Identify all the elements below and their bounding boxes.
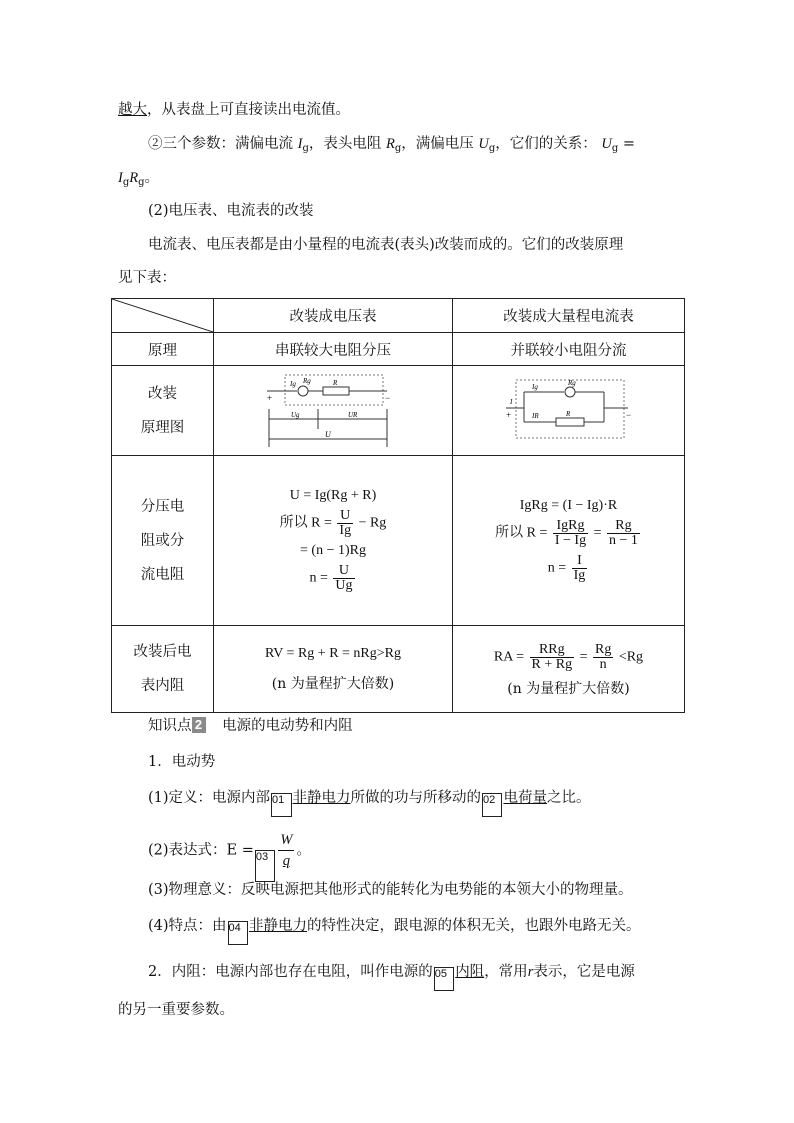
- section-title: [148, 716, 714, 736]
- formula: U = Ig(Rg + R): [289, 487, 377, 503]
- ammeter-resistance: [453, 626, 685, 713]
- symbol: U: [601, 136, 612, 152]
- line-1: [118, 100, 684, 120]
- numerator: W: [278, 830, 294, 851]
- internal-resistance-line-2: 的另一重要参数。: [118, 1002, 234, 1018]
- principle-current: 并联较小电阻分流: [453, 333, 685, 366]
- label-minus: −: [385, 392, 391, 403]
- note: (n 为量程扩大倍数): [507, 680, 630, 697]
- formula: RV = Rg + R = nRg>Rg: [264, 646, 401, 661]
- voltmeter-circuit-cell: [214, 366, 453, 456]
- denominator: Ug: [335, 577, 353, 593]
- label-plus: +: [267, 392, 273, 403]
- text: − Rg: [358, 515, 387, 531]
- symbol: R: [129, 170, 139, 186]
- text: 表示，它是电源: [533, 964, 635, 980]
- text: 。: [296, 842, 311, 859]
- denominator: Ig: [339, 522, 352, 538]
- text: ，满偏电压: [401, 136, 474, 152]
- definition-line: [148, 788, 714, 817]
- label-line: 改装: [148, 385, 177, 402]
- label-line: 原理图: [140, 419, 185, 436]
- numerator: U: [337, 509, 353, 524]
- label-r: R: [565, 409, 570, 418]
- label-rg: Rg: [567, 378, 576, 387]
- row-label-internal-resistance: [112, 626, 214, 713]
- formula: [214, 509, 452, 538]
- subheading-emf: 1．电动势: [148, 754, 216, 770]
- formula: [453, 519, 684, 548]
- answer-box: [271, 793, 291, 817]
- section-heading: 电源的电动势和内阻: [222, 718, 353, 734]
- meaning-line: (3)物理意义：反映电源把其他形式的能转化为电势能的本领大小的物理量。: [148, 882, 633, 898]
- label-r: R: [333, 378, 338, 387]
- numerator: Rg: [607, 519, 640, 534]
- text: n =: [547, 560, 567, 576]
- text: (1)定义：电源内部: [148, 790, 271, 806]
- corner-cell: [112, 299, 214, 333]
- label-line: 阻或分: [140, 532, 185, 549]
- text: 之比。: [546, 790, 591, 806]
- line-5: 电流表、电压表都是由小量程的电流表(表头)改装而成的。它们的改装原理: [148, 237, 624, 253]
- section-badge: 2: [192, 717, 206, 733]
- answer-box: [228, 921, 248, 945]
- label-plus: +: [505, 409, 511, 420]
- denominator: n: [599, 656, 607, 672]
- fraction: [333, 564, 354, 593]
- feature-line: [148, 916, 714, 945]
- underlined-answer: 越大: [118, 102, 147, 118]
- subscript: g: [122, 177, 130, 188]
- text: (4)特点：由: [148, 918, 227, 934]
- box-number: 05: [434, 968, 447, 980]
- ammeter-circuit-cell: [453, 366, 685, 456]
- symbol: R: [385, 136, 395, 152]
- text: 2．内阻：电源内部也存在电阻，叫作电源的: [148, 964, 433, 980]
- numerator: Rg: [594, 641, 612, 657]
- numerator: IgRg: [553, 519, 588, 534]
- text: ，表头电阻: [308, 136, 382, 152]
- subscript: g: [138, 177, 145, 188]
- formula: [453, 554, 684, 583]
- symbol: I: [118, 170, 123, 186]
- numerator: RRg: [530, 643, 575, 658]
- line-6: 见下表：: [118, 270, 176, 286]
- denominator: R + Rg: [531, 656, 573, 672]
- current-resistor-formulas: [453, 456, 685, 626]
- subscript: g: [394, 143, 402, 154]
- numerator: U: [333, 564, 354, 579]
- subscript: g: [488, 143, 496, 154]
- note: (n 为量程扩大倍数): [271, 676, 395, 692]
- line-4: (2)电压表、电流表的改装: [148, 203, 314, 219]
- subscript: g: [302, 143, 309, 154]
- numerator: I: [572, 554, 588, 569]
- denominator: I − Ig: [554, 532, 587, 548]
- text: 。: [144, 170, 160, 186]
- box-number: 02: [483, 794, 496, 806]
- line-2: [148, 134, 714, 159]
- box-number: 04: [228, 922, 241, 934]
- denominator: Ig: [573, 567, 586, 583]
- label-minus: −: [625, 409, 631, 420]
- label-line: 流电阻: [140, 566, 185, 583]
- header-voltage: 改装成电压表: [214, 299, 453, 333]
- text: ②三个参数：满偏电流: [148, 136, 293, 152]
- fraction: [593, 643, 613, 672]
- symbol: I: [297, 136, 303, 152]
- denominator: q: [282, 853, 291, 869]
- formula: [214, 564, 452, 593]
- label-line: 分压电: [140, 498, 185, 515]
- label-ig: Ig: [531, 382, 538, 391]
- text: 的特性决定，跟电源的体积无关，也跟外电路无关。: [307, 918, 641, 934]
- underlined-answer: 电荷量: [503, 790, 547, 806]
- label-ur: UR: [348, 410, 358, 419]
- voltmeter-circuit-diagram: [263, 371, 403, 451]
- voltage-resistor-formulas: [214, 456, 453, 626]
- label-ir: IR: [531, 411, 539, 420]
- label-line: 改装后电: [133, 644, 192, 660]
- text: =: [593, 525, 602, 541]
- text: (2)表达式：E =: [148, 842, 254, 859]
- formula: = (n − 1)Rg: [300, 542, 366, 558]
- voltmeter-resistance: [214, 626, 453, 713]
- label-line: 表内阻: [140, 678, 185, 694]
- answer-box: [434, 967, 454, 991]
- fraction: [530, 643, 575, 672]
- header-current: 改装成大量程电流表: [453, 299, 685, 333]
- row-label-resistor: [112, 456, 214, 626]
- box-number: 03: [255, 850, 269, 863]
- fraction: [553, 519, 588, 548]
- formula: [453, 643, 684, 672]
- label-ug: Ug: [291, 410, 300, 419]
- fraction: [278, 830, 294, 871]
- text: ，从表盘上可直接读出电流值。: [147, 102, 350, 118]
- row-label-diagram: [112, 366, 214, 456]
- text: 所做的功与所移动的: [350, 790, 481, 806]
- expression-line: [148, 830, 714, 882]
- underlined-answer: 内阻: [455, 964, 485, 980]
- box-number: 01: [272, 794, 285, 806]
- denominator: n − 1: [608, 532, 638, 548]
- text: 所以 R =: [495, 525, 548, 541]
- line-3: [118, 168, 684, 193]
- principle-voltage: 串联较大电阻分压: [214, 333, 453, 366]
- answer-box: [255, 850, 275, 882]
- formula: IgRg = (I − Ig)·R: [519, 497, 618, 513]
- diagonal-line: [112, 299, 213, 332]
- subscript: g: [611, 143, 619, 154]
- label-i: I: [509, 397, 512, 406]
- text: =: [579, 649, 588, 665]
- symbol: U: [478, 136, 489, 152]
- text: ，常用: [484, 964, 528, 980]
- text: n =: [309, 570, 328, 586]
- text: 知识点: [148, 718, 192, 734]
- fraction: [572, 554, 588, 583]
- text: 所以 R =: [279, 515, 332, 531]
- conversion-table: [111, 298, 685, 713]
- underlined-answer: 非静电力: [249, 918, 307, 934]
- symbol: =: [618, 136, 635, 152]
- label-u: U: [325, 429, 331, 439]
- answer-box: [482, 793, 502, 817]
- fraction: [337, 509, 353, 538]
- fraction: [607, 519, 640, 548]
- label-ig: Ig: [290, 379, 296, 388]
- text: RA =: [493, 649, 524, 665]
- underlined-answer: 非静电力: [292, 790, 351, 806]
- symbol: r: [527, 964, 534, 980]
- internal-resistance-line: [148, 962, 714, 991]
- text: ，它们的关系：: [495, 136, 597, 152]
- text: <Rg: [618, 649, 644, 665]
- row-label-principle: 原理: [112, 333, 214, 366]
- label-rg: Rg: [303, 376, 311, 385]
- ammeter-circuit-diagram: [504, 376, 634, 446]
